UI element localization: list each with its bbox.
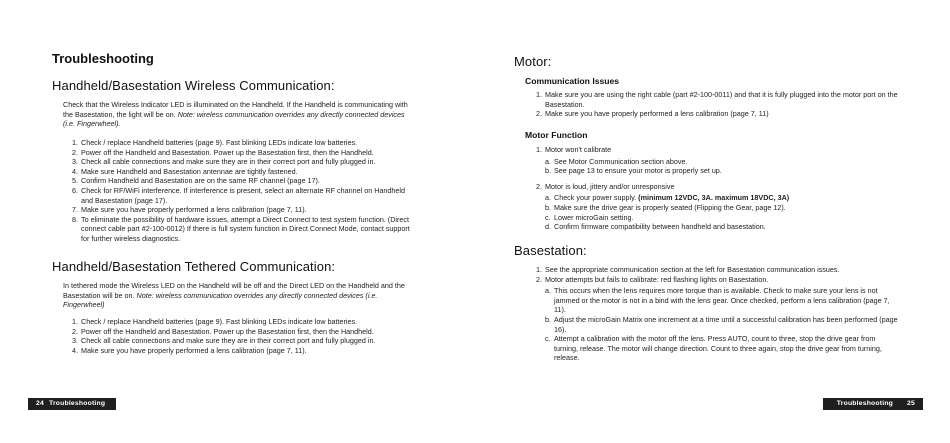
motor-function-item-2-text: Motor is loud, jittery and/or unresponsive — [545, 181, 675, 191]
step-text: Make sure you have properly performed a lens calibration (page 7, 11) — [545, 109, 769, 119]
footer-right — [823, 398, 923, 410]
step-text: Power off the Handheld and Basestation. Power up the Basestation first, then the Handheld. — [81, 326, 374, 336]
motor-function-item-1-sublist — [545, 157, 901, 176]
sub-item — [545, 213, 901, 223]
step-item — [72, 138, 417, 148]
step-item — [72, 317, 417, 327]
sub-item-text: Adjust the microGain Matrix one increment at a time until a successful calibration has been performed (page 16). — [554, 314, 898, 334]
step-text: Check all cable connections and make sure they are in their correct port and fully plugged in. — [81, 336, 376, 346]
sub-item-letter: b. — [545, 202, 551, 212]
tethered-intro — [63, 281, 418, 310]
tethered-steps-list — [72, 317, 417, 355]
step-number: 3. — [72, 336, 78, 346]
wireless-intro — [63, 100, 418, 129]
step-number: 1. — [536, 90, 542, 99]
sub-item — [545, 203, 901, 213]
power-supply-text: Check your power supply. — [554, 193, 637, 203]
step-text: Confirm Handheld and Basestation are on the same RF channel (page 17). — [81, 176, 320, 186]
step-number: 6. — [72, 185, 78, 195]
basestation-step-2: 2. Motor attempts but fails to calibrate: red flashing lights on Basestation. a. This occurs when the lens requires more torque than is available. Check to make sure your lens is not jammed or the motor is not in a bind with the lens gear. Once checked, perform a lens calibration (page 7, 11). b. Adjust the microGain Matrix one increment at a time until a successful calibration has been performed (page 16). c. Attempt a calibration with the motor off the lens. Press AUTO, count to three, stop the drive gear from turning, release. The motor will change direction. Count to three again, stop the drive gear from turning, release. — [536, 275, 901, 363]
step-number: 4. — [72, 166, 78, 176]
sub-item-letter: c. — [545, 334, 551, 344]
sub-item-text: See Motor Communication section above. — [554, 156, 688, 166]
step-text: Check / replace Handheld batteries (page 9). Fast blinking LEDs indicate low batteries. — [81, 138, 358, 147]
step-item — [72, 186, 417, 205]
step-text: Power off the Handheld and Basestation. Power up the Basestation first, then the Handheld. — [81, 147, 374, 157]
sub-item — [545, 166, 901, 176]
wireless-intro-note: Note: wireless communication overrides any directly connected devices (i.e. Fingerwheel). — [63, 109, 405, 129]
step-number: 1. — [72, 317, 78, 326]
motor-function-heading: Motor Function — [525, 130, 588, 140]
basestation-step-1: 1. See the appropriate communication section at the left for Basestation communication issues. — [536, 265, 840, 274]
tethered-intro-text: In tethered mode the Wireless LED on the Handheld will be off and the Direct LED on the Handheld and the Basestation will be on. — [63, 281, 405, 300]
sub-item-letter: a. — [545, 286, 551, 296]
sub-item-letter: b. — [545, 314, 551, 324]
step-text: Make sure you are using the right cable (part #2-100-0011) and that it is fully plugged into the motor port on the Basestation. — [545, 90, 898, 109]
wireless-steps-list — [72, 138, 417, 244]
sub-item — [545, 334, 901, 363]
motor-heading: Motor: — [514, 54, 552, 69]
step-item — [72, 205, 417, 215]
sub-item-letter: a. — [545, 156, 551, 166]
wireless-intro-text: Check that the Wireless Indicator LED is illuminated on the Handheld. If the Handheld is communicating with the Basestation, the light will be on. — [63, 100, 408, 119]
step-number: 5. — [72, 176, 78, 186]
step-item — [72, 346, 417, 356]
footer-right-label: Troubleshooting — [836, 400, 894, 407]
footer-left — [28, 398, 116, 410]
sub-item-letter: d. — [545, 222, 551, 232]
basestation-step-1-text: See the appropriate communication section at the left for Basestation communication issues. — [545, 265, 840, 274]
communication-issues-heading: Communication Issues — [525, 76, 620, 86]
step-text: Make sure you have properly performed a lens calibration (page 7, 11). — [81, 205, 307, 215]
basestation-heading: Basestation: — [514, 243, 587, 258]
sub-item-text: Attempt a calibration with the motor off the lens. Press AUTO, count to three, stop the drive gear from turning, release. The motor will change direction. Count to three again, stop the drive gear from turning, release. — [554, 334, 882, 363]
step-number: 4. — [72, 345, 78, 355]
step-text: Check / replace Handheld batteries (page 9). Fast blinking LEDs indicate low batteries. — [81, 317, 358, 326]
sub-item — [545, 157, 901, 167]
step-text: To eliminate the possibility of hardware issues, attempt a Direct Connect to test system function. (Direct connect cable part #2-100-0012) If there is full system function in Direct Connect Mode, contact support for further wireless diagnostics. — [81, 214, 410, 243]
page-number-right: 25 — [907, 400, 915, 407]
sub-item — [545, 222, 901, 232]
page-number-left: 24 — [36, 400, 44, 407]
footer-left-label: Troubleshooting — [48, 400, 106, 407]
power-supply-spec: (minimum 12VDC, 3A. maximum 18VDC, 3A) — [638, 193, 790, 203]
step-text: Check all cable connections and make sure they are in their correct port and fully plugged in. — [81, 157, 376, 167]
basestation-steps-list — [536, 265, 901, 365]
step-number: 2. — [536, 109, 542, 119]
step-item — [536, 90, 901, 109]
sub-item — [545, 286, 901, 315]
sub-item-text: Make sure the drive gear is properly seated (Flipping the Gear, page 12). — [554, 202, 786, 212]
step-item — [72, 336, 417, 346]
sub-item-letter: c. — [545, 212, 551, 222]
tethered-intro-note: Note: wireless communication overrides any directly connected devices (i.e. Fingerwheel) — [63, 290, 378, 310]
basestation-step-2-sublist — [545, 286, 901, 363]
step-number: 8. — [72, 214, 78, 224]
step-item — [72, 215, 417, 244]
step-item — [536, 109, 901, 119]
sub-item-text: See page 13 to ensure your motor is properly set up. — [554, 166, 722, 176]
wireless-heading: Handheld/Basestation Wireless Communication: — [52, 78, 335, 93]
motor-function-item-2: 2. Motor is loud, jittery and/or unresponsive a. Check your power supply. (minimum 12VDC, 3A. maximum 18VDC, 3A) b. Make sure the drive gear is properly seated (Flipping the Gear, page 12). c. Lower microGain setting. d. Confirm firmware compatibility between handheld and basestation. — [536, 182, 901, 232]
motor-function-item-1: 1. Motor won't calibrate a. See Motor Communication section above. b. See page 13 to ensure your motor is properly set up. — [536, 145, 901, 176]
step-item — [72, 327, 417, 337]
step-item — [72, 157, 417, 167]
motor-function-item-2-sublist — [545, 193, 901, 231]
step-number: 2. — [72, 147, 78, 157]
tethered-heading: Handheld/Basestation Tethered Communication: — [52, 259, 336, 274]
step-number: 1. — [72, 138, 78, 147]
sub-item-text: Lower microGain setting. — [554, 212, 634, 222]
step-item — [72, 167, 417, 177]
step-number: 2. — [72, 326, 78, 336]
step-number: 7. — [72, 205, 78, 215]
step-number: 3. — [72, 157, 78, 167]
motor-function-item-2a: a. Check your power supply. (minimum 12VDC, 3A. maximum 18VDC, 3A) — [545, 193, 790, 203]
step-text: Make sure Handheld and Basestation antennae are tightly fastened. — [81, 166, 298, 176]
basestation-step-2-text: Motor attempts but fails to calibrate: red flashing lights on Basestation. — [545, 274, 769, 284]
step-text: Make sure you have properly performed a lens calibration (page 7, 11). — [81, 345, 307, 355]
sub-item-text: Confirm firmware compatibility between handheld and basestation. — [554, 222, 766, 232]
communication-steps-list — [536, 90, 901, 119]
sub-item-text: This occurs when the lens requires more torque than is available. Check to make sure your lens is not jammed or the motor is not in a bind with the lens gear. Once checked, perform a lens calibration (page 7, 11). — [554, 286, 890, 315]
motor-function-list — [536, 145, 901, 234]
right-page — [475, 0, 950, 443]
page-title: Troubleshooting — [52, 51, 154, 66]
sub-item-letter: b. — [545, 166, 551, 176]
step-text: Check for RF/WiFi interference. If interference is present, select an alternate RF channel on Handheld and Basestation (page 17). — [81, 185, 405, 205]
sub-item — [545, 315, 901, 334]
step-item — [72, 176, 417, 186]
step-item — [72, 148, 417, 158]
motor-function-item-1-text: Motor won't calibrate — [545, 145, 612, 154]
